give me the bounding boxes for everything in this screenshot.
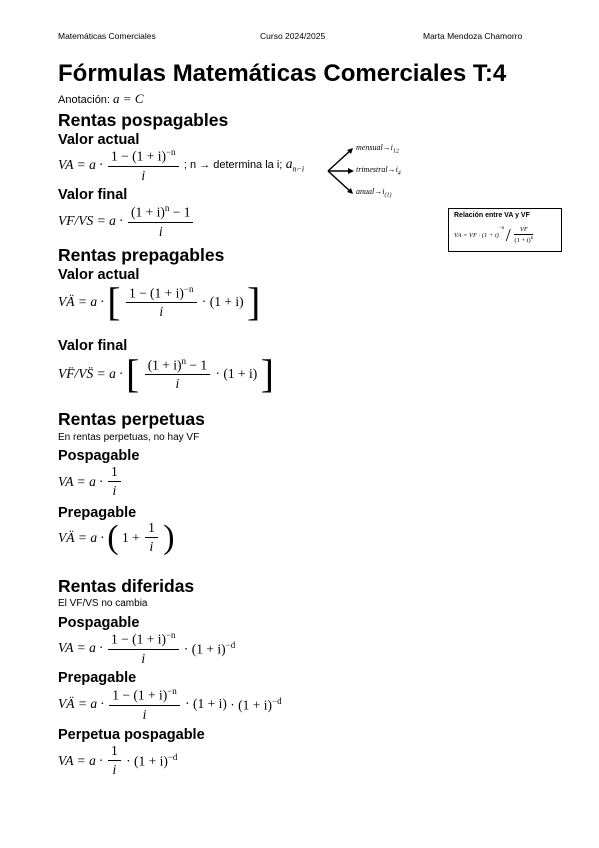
subtitle-pospagable-perp: Pospagable (58, 448, 140, 464)
header-year: Curso 2024/2025 (260, 31, 326, 41)
subtitle-prepagable-perp: Prepagable (58, 505, 137, 521)
subtitle-valor-final: Valor final (58, 187, 128, 203)
fraction (109, 686, 180, 723)
section-diferidas: Rentas diferidas (58, 576, 195, 596)
formula-lhs: VA = a · (58, 640, 103, 656)
exponent: −n (183, 283, 194, 294)
exponent: n (181, 355, 187, 366)
subtitle-valor-actual: Valor actual (58, 132, 140, 148)
exponent: −d (272, 695, 282, 706)
fraction (108, 630, 179, 667)
section-perpetuas: Rentas perpetuas (58, 409, 205, 429)
formula-lhs: VF̈/VS̈ = a · (58, 366, 123, 381)
relation-box-title: Relación entre VA y VF (454, 212, 530, 219)
section-prepagables: Rentas prepagables (58, 245, 225, 265)
numerator: (1 + i) (147, 357, 182, 373)
period-trimestral: $trimestral\to i_4$ (356, 165, 401, 177)
formula-lhs: VF/VS = a · (58, 213, 123, 229)
formula-va-perpetua-pre: VÄ = a · ( 1 + $\frac{1}{i}$ ) (58, 518, 175, 556)
denominator: i (142, 706, 147, 722)
page-title: Fórmulas Matemáticas Comerciales T:4 (58, 60, 507, 87)
factor: · (1 + i) (201, 294, 244, 309)
arrow-anual (328, 171, 351, 192)
denominator: i (112, 483, 117, 498)
denominator: i (149, 539, 154, 554)
numerator: 1 − (1 + i) (112, 687, 168, 703)
formula-va-diferida-perp (58, 743, 177, 778)
numerator: 1 (108, 743, 121, 761)
formula-lhs: VA = a · (58, 157, 103, 173)
formula-va-diferida-pos (58, 630, 235, 667)
arrow-mensual (328, 150, 351, 171)
relation-lhs: VA = VF · (1 + i) (454, 232, 499, 239)
annotation-label: Anotación: (58, 94, 110, 106)
header-author: Marta Mendoza Chamorro (423, 31, 523, 41)
relation-denominator: (1 + i) (514, 237, 531, 245)
fraction (145, 520, 158, 555)
subtitle-valor-actual-pre: Valor actual (58, 267, 140, 283)
denominator: i (112, 762, 117, 777)
period-mensual: $mensual\to i_{12}$ (356, 143, 399, 155)
formula-lhs: VA = a · (58, 473, 103, 489)
exponent: −n (165, 630, 176, 640)
header-course-name: Matemáticas Comerciales (58, 31, 156, 41)
formula-lhs: VÄ = a · (58, 529, 104, 545)
period-arrows (326, 146, 356, 196)
subtitle-pospagable-dif: Pospagable (58, 615, 140, 631)
factor: · (1 + i) (215, 366, 258, 381)
denominator: i (175, 376, 180, 392)
numerator: 1 − (1 + i) (110, 148, 166, 164)
deferral-factor: · (1 + i) (230, 697, 273, 712)
deferral-factor: · (1 + i) (183, 641, 226, 656)
numerator: 1 − (1 + i) (128, 285, 184, 301)
period-anual: $anual\to i_{(1)}$ (356, 187, 392, 199)
relation-numerator: VF (514, 226, 533, 235)
formula-va-diferida-pre (58, 686, 282, 723)
subtitle-perpetua-pospagable: Perpetua pospagable (58, 727, 205, 743)
numerator-tail: − 1 (186, 357, 208, 373)
numerator: (1 + i) (130, 204, 165, 220)
exponent: −d (167, 751, 178, 762)
annotation-formula: a = C (113, 91, 144, 106)
annuity-symbol: a (285, 156, 293, 172)
subtitle-prepagable-dif: Prepagable (58, 670, 137, 686)
section-pospagables: Rentas pospagables (58, 110, 229, 130)
relation-den-exponent: n (530, 236, 534, 242)
formula-va-perpetua-pos (58, 464, 123, 499)
exponent: −d (225, 639, 236, 650)
formula-va-pospagable (58, 147, 304, 184)
formula-lhs: VÄ = a · (58, 696, 104, 712)
annotation (58, 91, 144, 107)
fraction (108, 147, 179, 184)
exponent: −n (165, 147, 176, 157)
formula-lhs: VÄ = a · (58, 294, 104, 309)
note-perpetuas: En rentas perpetuas, no hay VF (58, 432, 200, 443)
denominator: i (159, 304, 164, 320)
numerator: 1 − (1 + i) (110, 631, 166, 647)
one-plus: 1 + (121, 529, 140, 545)
exponent: n (164, 203, 170, 213)
fraction (145, 356, 210, 393)
relation-box-formula: VA = VF · $(1 + i)^{-n}$ / $\frac{VF}{(1 + i)^n}$ (454, 225, 534, 245)
note-diferidas: El VF/VS no cambia (58, 598, 148, 609)
relation-exponent: −n (498, 225, 505, 231)
numerator: 1 (145, 520, 158, 538)
fraction (128, 203, 193, 240)
formula-va-prepagable: VÄ = a · [ $\frac{1 - (1 + i)^{-n}}{i}$ · (1 + i) ] (58, 279, 261, 324)
formula-vf-pospagable (58, 203, 195, 240)
denominator: i (141, 650, 146, 666)
fraction (126, 284, 197, 321)
annuity-subscript: n⌐i (292, 165, 305, 175)
deferral-factor: · (1 + i) (126, 753, 168, 769)
relation-box (448, 208, 562, 252)
formula-lhs: VA = a · (58, 752, 103, 768)
numerator-tail: − 1 (169, 204, 191, 220)
numerator: 1 (108, 464, 121, 482)
denominator: i (141, 167, 146, 183)
fraction (108, 743, 121, 778)
denominator: i (158, 223, 163, 239)
fraction (108, 464, 121, 499)
subtitle-valor-final-pre: Valor final (58, 338, 128, 354)
exponent: −n (167, 686, 177, 696)
factor: · (1 + i) (185, 696, 227, 712)
n-determines-i-text: ; n → determina la i; (183, 159, 283, 172)
formula-vf-prepagable: VF̈/VS̈ = a · [ $\frac{(1 + i)^n - 1}{i}$ · (1 + i) ] (58, 351, 274, 396)
